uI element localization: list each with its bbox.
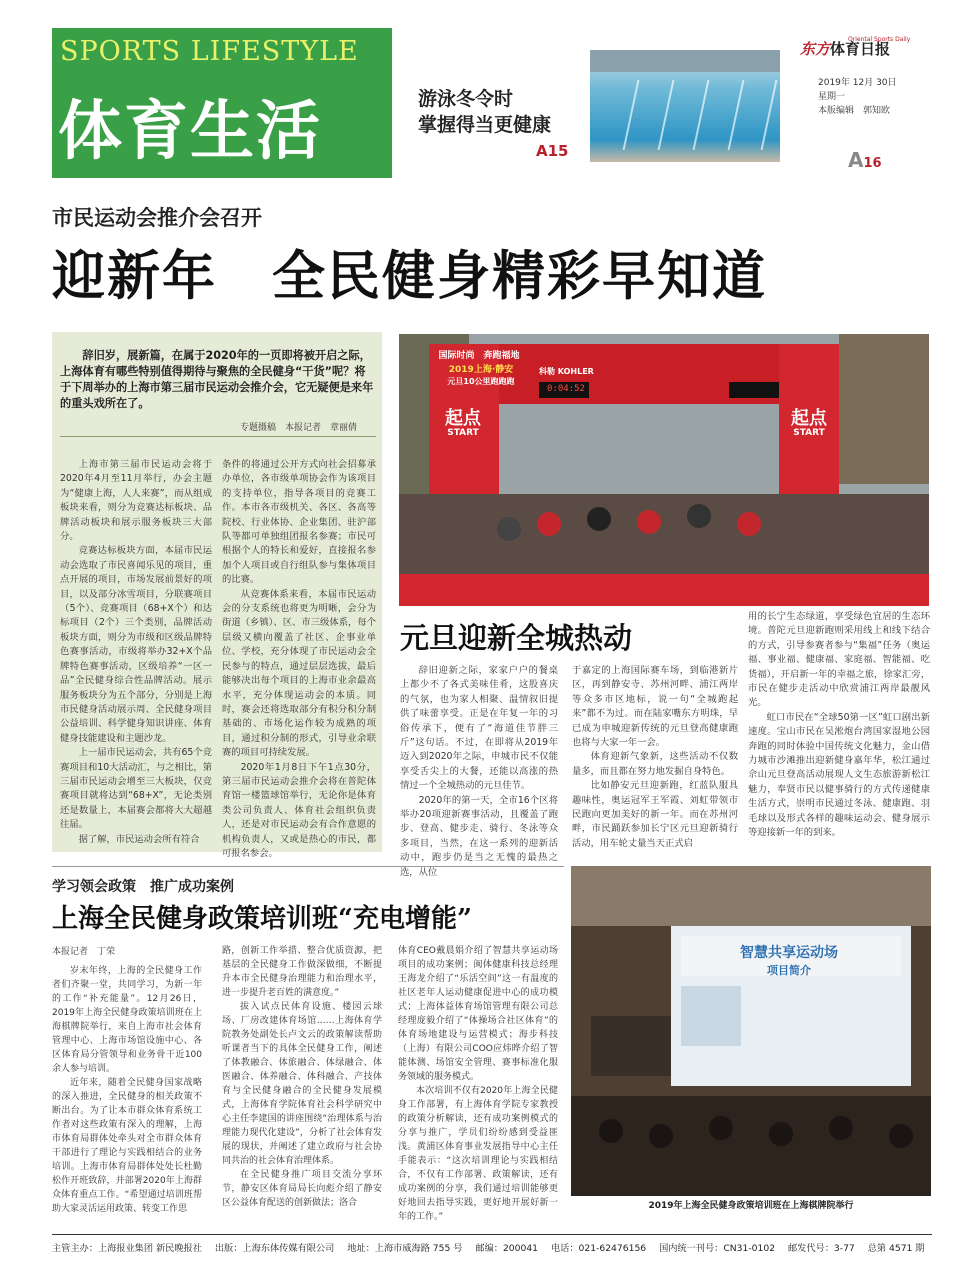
divider [52, 866, 564, 867]
teaser-page-ref[interactable]: A15 [536, 142, 569, 160]
article2-col3 [748, 610, 930, 841]
banner-sub-left: 元旦10公里跑跑跑 [447, 377, 515, 386]
paragraph: 2020年1月8日下午1点30分，第三届市民运动会推介会将在普陀体育馆一楼篮球馆举行，无论你是体育类公司负责人、体育社会组织负责人，还是对市民运动会有合作意愿的机构负责人，又或是热心的市民，都可报名参会。 [222, 761, 376, 859]
footer-item: 总第 4571 期 [867, 1243, 925, 1254]
masthead-title-en: SPORTS LIFESTYLE [60, 36, 359, 67]
start-cn-left: 起点 [445, 408, 481, 429]
article3-col2 [222, 944, 382, 1210]
paragraph: 体育迎新气象新，这些活动不仅数量多，而且都在努力地发掘自身特色。 [572, 751, 738, 777]
page-letter: A [848, 148, 864, 172]
race-timer: 0:04:52 [547, 384, 585, 394]
issue-date: 2019年 12月 30日 [818, 78, 897, 88]
paragraph: 竞赛达标板块方面，本届市民运动会选取了市民喜闻乐见的项目，重点开展的项目，市场发展前景好的项目，以及部分冰雪项目，分联赛项目（5个）、竞赛项目（68+X个）和达标项目（2个）三个类别，品牌活动板块方面，则分为市级和区级品牌特色赛事活动，市级将举办32+X个品牌特色赛事活动，区级培养“一区一品”全民健身综合性品牌活动。展示服务板块分为五个部分，分别是上海市民健身活动展示周、全民健身项目公益培训、科学健身知识讲座、体育健身技能建设和主题沙龙。 [60, 545, 212, 744]
footer-item: 邮发代号：3-77 [787, 1243, 855, 1254]
start-en-left: START [447, 428, 479, 438]
paragraph: 上海市第三届市民运动会将于2020年4月至11月举行，办会主题为“健康上海，人人来赛”，而从组成板块来看，则分为竞赛达标板块、品牌活动板块和展示服务板块三大部分。 [60, 459, 212, 543]
page-editor: 本版编辑 郭知欧 [818, 106, 891, 116]
article2-headline[interactable]: 元旦迎新全城热动 [400, 621, 633, 655]
screen-title: 智慧共享运动场 [740, 945, 838, 961]
issue-weekday: 星期一 [818, 92, 846, 102]
article2-col2 [572, 664, 738, 851]
banner-top-left: 国际时尚 奔跑福地 [438, 351, 520, 361]
footer-divider [52, 1234, 932, 1235]
seminar-photo-caption: 2019年上海全民健身政策培训班在上海棋牌院举行 [648, 1201, 854, 1211]
paragraph: 条件的将通过公开方式向社会招募承办单位，各市级单项协会作为该项目的支持单位，指导各项目的竞赛工作。本市各市级机关、各区、各高等院校、行业体协、企业集团、驻沪部队等都可单独组团报名参赛；市民可根据个人的特长和爱好，直接报名参加个人项目或自行组队参与集体项目的比赛。 [222, 459, 376, 586]
paragraph: 本次培训不仅有2020年上海全民健身工作部署，有上海体育学院专家教授的政策分析解读，还有成功案例模式的分享与推广，学员们纷纷感到受益匪浅。黄浦区体育事业发展指导中心主任手能表示：“这次培训理论与实践相结合，不仅有工作部署、政策解读，还有成功案例的分享，我们通过培训能够更好地回去指导实践，更好地开展好新一年的工作。” [398, 1086, 558, 1222]
paragraph: 在全民健身推广项目交流分享环节，静安区体育局局长向彪介绍了静安区公益体育配送的创新做法；洛合 [222, 1170, 382, 1208]
article1-col2 [222, 458, 376, 861]
article2-col1 [400, 664, 558, 880]
article1-col1 [60, 458, 212, 847]
article3-col1 [52, 964, 202, 1216]
footer-item: 邮编：200041 [475, 1243, 539, 1254]
paragraph: 体育CEO戴晨娟介绍了智慧共享运动场项目的成功案例；闽体健康科技总经理王海龙介绍了“乐活空间”这一有温度的社区老年人运动健康促进中心的成功模式；上海体益体育场馆管理有限公司总经理庞毅介绍了“体操场合社区体育”的体育场地建设与运营模式；海步科技（上海）有限公司COO应炜晔介绍了智能体测、场馆安全管理、赛事标准化服务领域的服务模式。 [398, 946, 558, 1082]
paragraph: 近年来，随着全民健身国家战略的深入推进，全民健身的相关政策不断出台。为了让本市群众体育系统工作者对这些政策有深入的理解，上海市体育局群体处牵头对全市群众体育干部进行了理论与实践相结合的业务培训。上海市体育局群体处处长杜勤松作开班致辞，并部署2020年上海群众体育重点工作。“希望通过培训班帮助大家灵活运用政策、转变工作思 [52, 1078, 202, 1214]
teaser-line1: 游泳冬令时 [418, 88, 514, 110]
footer-item: 出版：上海东体传媒有限公司 [214, 1243, 335, 1254]
paragraph: 据了解，市民运动会所有符合 [78, 833, 200, 845]
run-start-photo [399, 334, 929, 606]
paragraph: 拔入试点民体育设施、楼园云球场、厂房改建体育场馆……上海体育学院教务处副处长卢文云的政策解读帮助听课者当下的具体全民健身工作，阐述了体教融合、体旅融合、体绿融合、体医融合、体养融合、体科融合、产技体育与全民健身融合的全民健身发展模式，上海体育学院体育社会科学研究中心主任李建国的讲座围绕“治理体系与治理能力现代化建设”，分析了社会体育发展的现状，并阐述了建立政府与社会协同共治的社会体育治理体系。 [222, 1002, 382, 1166]
paragraph: 比如静安元旦迎新跑，红蓝队服具趣味性，奥运冠军王军霞、刘虹带领市民跑向更加美好的新一年。而在苏州河畔，市民踊跃参加长宁区元旦迎新骑行活动，用车轮丈量当天正式启 [572, 780, 738, 849]
article3-col3 [398, 944, 558, 1224]
paper-logo-red: 东方 [800, 40, 831, 58]
paragraph: 用的长宁生态绿道，享受绿色宜居的生态环境。普陀元旦迎新跑则采用线上和线下结合的方式，引导参赛者参与“集福”任务（奥运福、事业福、健康福、家庭福、智能福、吃货福），开启新一年的幸福之旅，徐家汇旁，市民在健步走活动中欣赏浦江两岸最靓风光。 [748, 611, 930, 709]
article1-intro: 辞旧岁，展新篇，在属于2020年的一页即将被开启之际，上海体育有哪些特别值得期待与聚焦的全民健身“干货”呢？将于下周举办的上海市第三届市民运动会推介会，它无疑便是来年的重头戏所在了。 [60, 349, 374, 410]
paragraph: 从竞赛体系来看，本届市民运动会的分支系统也将更为明晰，会分为街道（乡镇）、区、市三级体系，每个层级又横向覆盖了社区、企事业单位、学校，充分体现了市民运动会全民参与的特点，通过层层选拔，最后能够决出每个项目的上海市业余最高水平，充分体现运动会的本质。同时，赛会还将选取部分有积分积分制基础的、市场化运作较为成熟的项目，通过积分制的形式，引导业余联赛的项目可持续发展。 [222, 588, 376, 759]
teaser-line2: 掌握得当更健康 [418, 114, 552, 136]
article3-headline[interactable]: 上海全民健身政策培训班“充电增能” [52, 904, 472, 934]
article1-byline: 专题摄稿 本报记者 章丽倩 [240, 423, 358, 433]
paragraph: 上一届市民运动会，共有65个竞赛项目和10大活动汇，与之相比，第三届市民运动会增至三大板块，仅竞赛项目就将达到“68+X”，无论类别还是数量上，本届赛会都将大大超越往届。 [60, 747, 212, 831]
seminar-photo [571, 866, 931, 1196]
sponsor-label: 科勒 KOHLER [539, 367, 594, 376]
masthead [52, 28, 392, 178]
banner-title-left: 2019上海·静安 [448, 365, 514, 375]
start-cn-right: 起点 [791, 408, 827, 429]
paragraph: 2020年的第一天，全市16个区将举办20项迎新赛事活动，且覆盖了跑步、登高、健步走、骑行、冬泳等众多项目，当然，在这一系列的迎新活动中，跑步仍是当之无愧的最热之选，从位 [400, 794, 558, 878]
footer-item: 电话：021-62476156 [550, 1243, 647, 1254]
issue-meta [818, 76, 897, 118]
page-digits: 16 [863, 156, 882, 171]
divider [60, 436, 376, 437]
paper-logo-black: 体育日报 [830, 40, 891, 58]
article1-kicker: 市民运动会推介会召开 [52, 206, 262, 230]
paragraph: 路，创新工作举措、整合优质资源，把基层的全民健身工作做深做细，不断提升本市全民健身治理能力和治理水平，进一步提升老百姓的满意度。” [222, 946, 382, 998]
paragraph: 岁末年终，上海的全民健身工作者们齐聚一堂，共同学习，为新一年的工作“补充能量”。12月26日，2019年上海全民健身政策培训班在上海棋牌院举行，来自上海市社会体育管理中心、上海市场馆设施中心、各区体育局分管领导和业务骨干近100余人参与培训。 [52, 966, 202, 1074]
teaser[interactable] [418, 86, 551, 138]
swimming-photo [590, 50, 780, 162]
article3-kicker: 学习领会政策 推广成功案例 [52, 879, 234, 895]
paragraph: 辞旧迎新之际，家家户户的餐桌上都少不了各式美味佳肴，这股喜庆的气氛，也为家人相聚、温情叙旧提供了味蕾享受。正是在年复一年的习俗传承下，便有了“海道佳节胖三斤”这句话。不过，在即将从2019年迈入到2020年之际，申城市民不仅能享受舌尖上的大餐，还能以高涨的热情过一个全城热动的元旦佳节。 [400, 665, 558, 792]
paragraph: 虹口市民在“全球50第一区”虹口剧出新速度。宝山市民在吴淞炮台湾国家湿地公园奔跑的同时体验中国传统文化魅力，金山借力城市沙滩推出迎新健身嘉年华，松江通过佘山元旦登高活动展现人文生态旅游新松江魅力，奉贤市民以健事骑行的方式传递健康生活方式，崇明市民通过冬泳、健康跑、羽毛球以及形式各样的趣味运动会、健身展示等迎接新一年的到来。 [748, 711, 930, 839]
start-en-right: START [793, 428, 825, 438]
paper-logo-sub: Oriental Sports Daily [848, 36, 911, 43]
footer-imprint [52, 1240, 932, 1254]
paragraph: 于嘉定的上海国际赛车场，到临港新片区，再到静安寺、苏州河畔、浦江两岸等众多市区地标，说一句“全城跑起来”都不为过。而在陆家嘴东方明珠，早已成为申城迎新传统的元旦登高健康跑也将与大家一年一会。 [572, 665, 738, 749]
footer-item: 主管主办：上海报业集团 新民晚报社 [52, 1243, 202, 1254]
article1-headline[interactable]: 迎新年 全民健身精彩早知道 [52, 245, 767, 307]
masthead-title-cn: 体育生活 [58, 94, 322, 169]
page-number [848, 148, 882, 172]
footer-item: 地址：上海市威海路 755 号 [347, 1243, 463, 1254]
screen-subtitle: 项目简介 [767, 964, 811, 977]
article3-byline: 本报记者 丁荣 [52, 947, 116, 957]
footer-item: 国内统一刊号：CN31-0102 [659, 1243, 776, 1254]
